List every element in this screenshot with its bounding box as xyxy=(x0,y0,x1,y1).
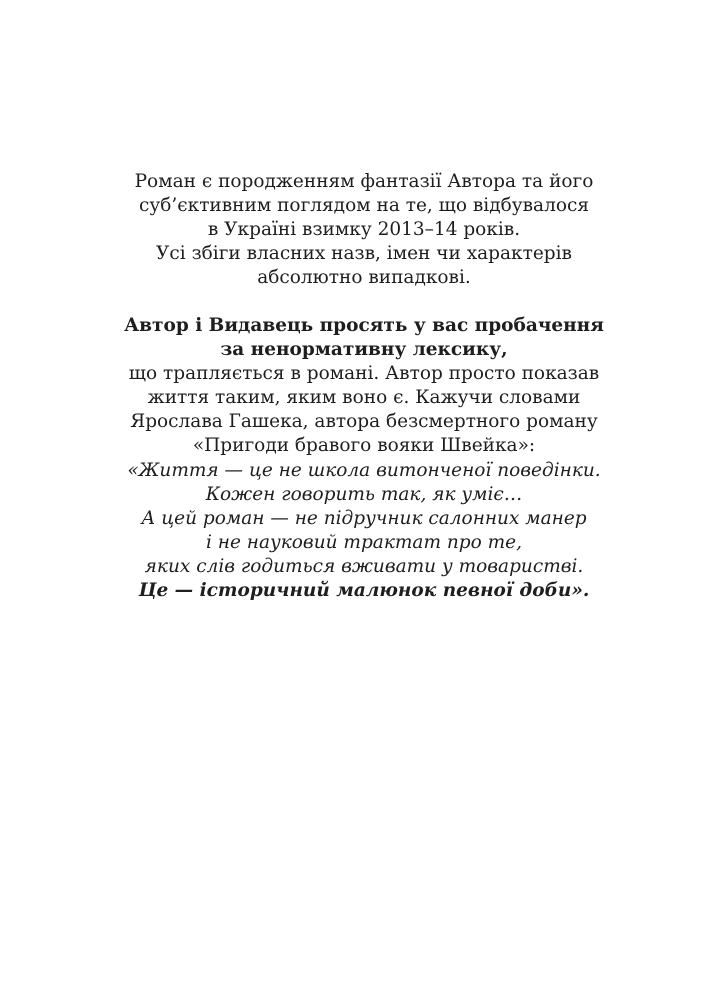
quote-line: «Життя — це не школа витонченої поведінки. xyxy=(127,459,601,481)
quote-line: А цей роман — не підручник салонних манер xyxy=(141,507,587,529)
apology-body-line: «Пригоди бравого вояки Швейка»: xyxy=(192,435,536,457)
quote-line: Кожен говорить так, як уміє… xyxy=(205,483,523,505)
quote-final-line: Це — історичний малюнок певної доби». xyxy=(138,580,590,602)
apology-body-line: Ярослава Гашека, автора безсмертного роману xyxy=(130,411,598,433)
apology-heading-line: за ненормативну лексику, xyxy=(220,339,508,361)
disclaimer-line: в Україні взимку 2013–14 років. xyxy=(207,219,521,241)
disclaimer-line: Усі збіги власних назв, імен чи характерів xyxy=(156,243,572,265)
quote-line: і не науковий трактат про те, xyxy=(205,531,523,553)
apology-body-line: життя таким, яким воно є. Кажучи словами xyxy=(147,387,581,409)
disclaimer-paragraph xyxy=(0,170,728,290)
apology-paragraph xyxy=(0,314,728,603)
disclaimer-line: суб’єктивним поглядом на те, що відбувалося xyxy=(139,195,589,217)
quote-line: яких слів годиться вживати у товаристві. xyxy=(144,555,584,577)
apology-heading-line: Автор і Видавець просять у вас пробачення xyxy=(124,315,604,336)
disclaimer-line: абсолютно випадкові. xyxy=(257,267,471,289)
apology-body-line: що трапляється в романі. Автор просто показав xyxy=(128,363,600,385)
disclaimer-line: Роман є породженням фантазії Автора та його xyxy=(134,171,594,192)
